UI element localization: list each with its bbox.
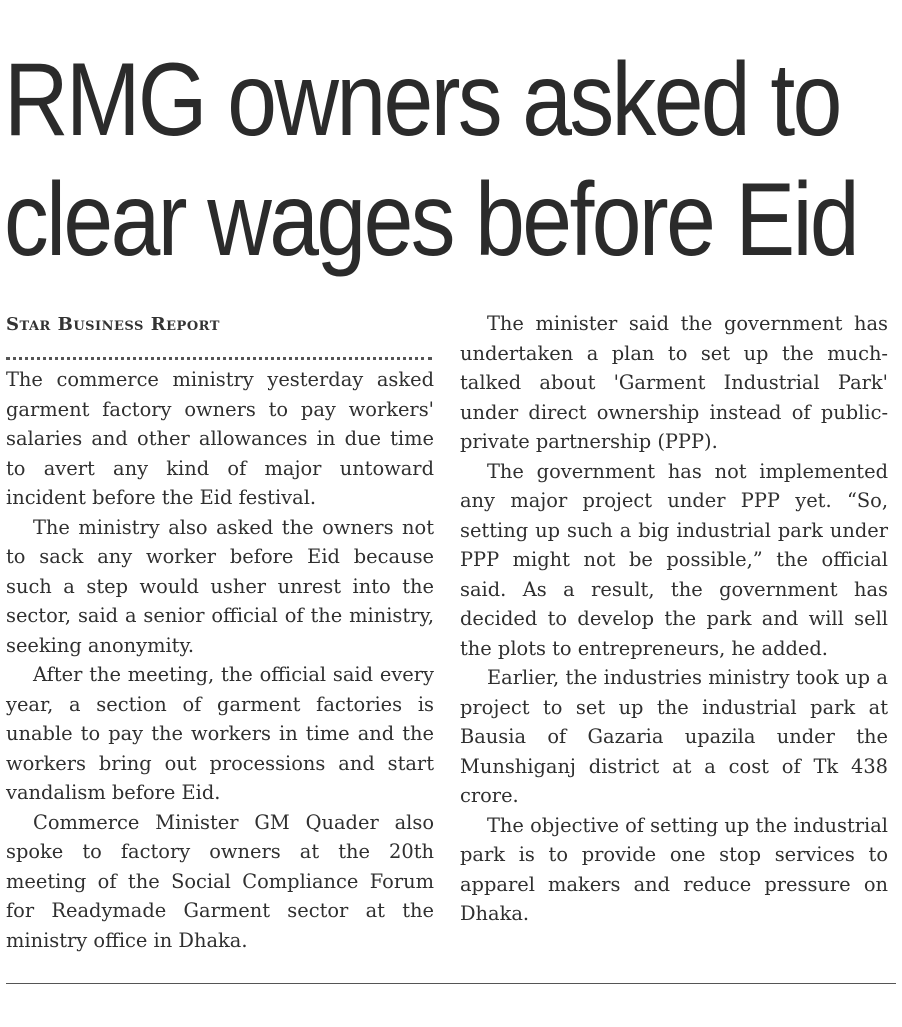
- article-paragraph: Commerce Minister GM Quader also spoke to factory owners at the 20th meeting of the Social Compliance Forum for Readymade Garment sector at the ministry office in Dhaka.: [6, 810, 434, 952]
- headline: [4, 40, 858, 280]
- article-column-left: [6, 365, 434, 955]
- bottom-rule: [6, 983, 896, 984]
- article-paragraph: Earlier, the industries ministry took up a project to set up the industrial park at Bausia of Gazaria upazila under the Munshiganj district at a cost of Tk 438 crore.: [460, 666, 888, 807]
- headline-line-1: RMG owners asked to: [4, 42, 840, 158]
- headline-line-2: clear wages before Eid: [4, 162, 858, 278]
- article-paragraph: The minister said the government has undertaken a plan to set up the much-talked about 'Garment Industrial Park' under direct ownership instead of public-private partnership (PPP).: [460, 312, 888, 453]
- article-paragraph: The ministry also asked the owners not to sack any worker before Eid because such a step would usher unrest into the sector, said a senior official of the ministry, seeking anonymity.: [6, 515, 434, 657]
- article-paragraph: The government has not implemented any major project under PPP yet. “So, setting up such a big industrial park under PPP might not be possible,” the official said. As a result, the government has decided to develop the park and will sell the plots to entrepreneurs, he added.: [460, 459, 888, 660]
- article-paragraph: The commerce ministry yesterday asked garment factory owners to pay workers' salaries and other allowances in due time to avert any kind of major untoward incident before the Eid festival.: [6, 368, 434, 509]
- article-column-right: [460, 309, 888, 929]
- byline: Star Business Report: [6, 314, 220, 335]
- article-paragraph: The objective of setting up the industrial park is to provide one stop services to apparel makers and reduce pressure on Dhaka.: [460, 813, 888, 925]
- dotted-divider: [6, 357, 432, 360]
- article-paragraph: After the meeting, the official said every year, a section of garment factories is unable to pay the workers in time and the workers bring out processions and start vandalism before Eid.: [6, 663, 434, 804]
